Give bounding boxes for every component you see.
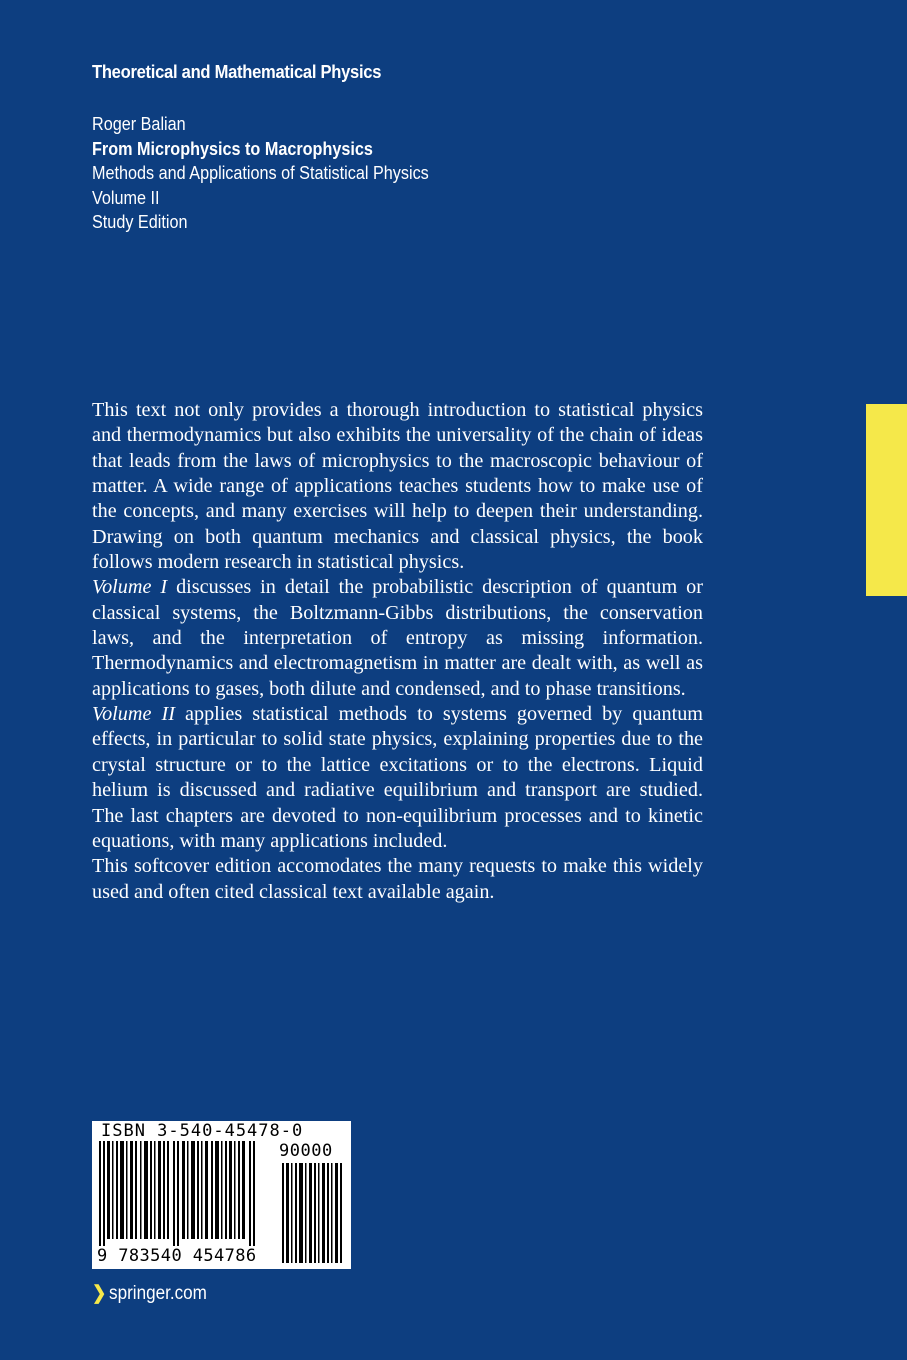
isbn-label: ISBN 3-540-45478-0 bbox=[101, 1121, 304, 1141]
author-name: Roger Balian bbox=[92, 114, 186, 134]
book-metadata bbox=[92, 112, 429, 235]
book-subtitle: Methods and Applications of Statistical Physics bbox=[92, 163, 429, 184]
ean-number: 9 783540 454786 bbox=[97, 1246, 257, 1266]
publisher-link[interactable] bbox=[92, 1282, 207, 1305]
price-addon-label: 90000 bbox=[279, 1141, 333, 1161]
volume-label: Volume II bbox=[92, 187, 160, 208]
blurb-text bbox=[92, 398, 703, 905]
blurb-paragraph-volume-2 bbox=[92, 702, 703, 854]
barcode-bars bbox=[99, 1141, 259, 1249]
volume-1-emphasis: Volume I bbox=[92, 576, 168, 599]
accent-tab bbox=[866, 404, 907, 596]
isbn-barcode bbox=[92, 1121, 351, 1269]
volume-1-description: discusses in detail the probabilistic description of quantum or classical systems, the Boltzmann-Gibbs distributions, the conservation laws, and the interpretation of entropy as missing information. Thermodynamics and electromagnetism in matter are dealt with, as well as applications to gases, both dilute and condensed, and to phase transitions. bbox=[92, 576, 704, 700]
addon-barcode-bars bbox=[282, 1163, 344, 1263]
edition-label: Study Edition bbox=[92, 212, 188, 233]
volume-2-description: applies statistical methods to systems governed by quantum effects, in particular to solid state physics, explaining properties due to the crystal structure or to the lattice excitations or to the electrons. Liquid helium is discussed and radiative equilibrium and transport are studied. The last chapters are devoted to non-equilibrium processes and to kinetic equations, with many applications included. bbox=[92, 703, 703, 852]
chevron-right-icon: ❯ bbox=[92, 1283, 107, 1304]
series-title: Theoretical and Mathematical Physics bbox=[92, 62, 382, 82]
publisher-url: springer.com bbox=[109, 1283, 207, 1304]
blurb-paragraph-volume-1 bbox=[92, 575, 703, 702]
blurb-paragraph-edition: This softcover edition accomodates the many requests to make this widely used and often cited classical text available again. bbox=[92, 855, 703, 903]
blurb-paragraph-intro: This text not only provides a thorough introduction to statistical physics and thermodynamics but also exhibits the universality of the chain of ideas that leads from the laws of microphysics to the macroscopic behaviour of matter. A wide range of applications teaches students how to make use of the concepts, and many exercises will help to deepen their understanding. Drawing on both quantum mechanics and classical physics, the book follows modern research in statistical physics. bbox=[92, 399, 703, 574]
book-title: From Microphysics to Macrophysics bbox=[92, 138, 373, 159]
volume-2-emphasis: Volume II bbox=[92, 703, 175, 726]
